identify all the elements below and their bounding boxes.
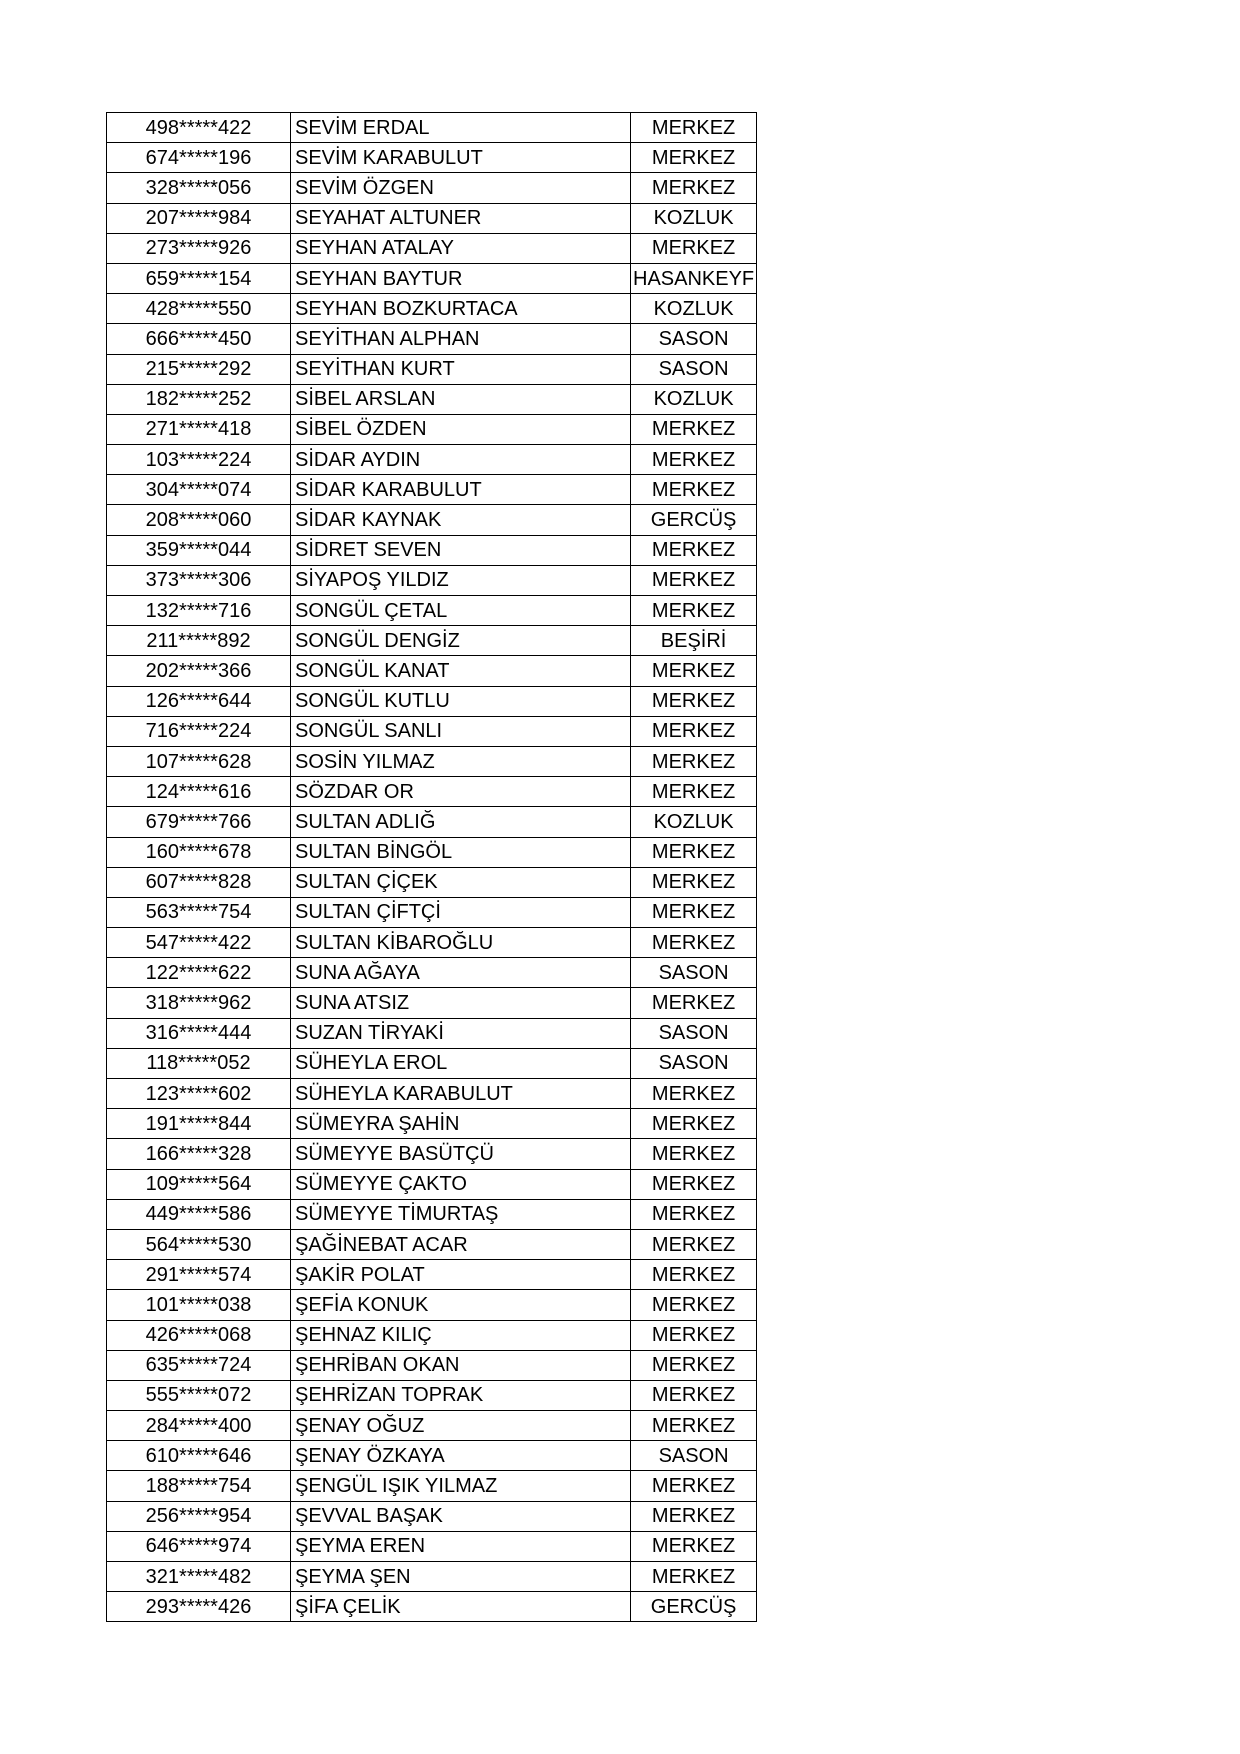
district-cell: MERKEZ [631, 897, 757, 927]
district-cell: HASANKEYF [631, 263, 757, 293]
id-cell: 123*****602 [107, 1079, 291, 1109]
id-cell: 109*****564 [107, 1169, 291, 1199]
district-cell: MERKEZ [631, 1471, 757, 1501]
name-cell: SEYHAN BAYTUR [291, 263, 631, 293]
table-row [107, 1592, 757, 1622]
district-cell: KOZLUK [631, 384, 757, 414]
district-cell: SASON [631, 1441, 757, 1471]
name-cell: SULTAN BİNGÖL [291, 837, 631, 867]
table-row [107, 988, 757, 1018]
name-cell: SUNA ATSIZ [291, 988, 631, 1018]
id-cell: 191*****844 [107, 1109, 291, 1139]
name-cell: SONGÜL DENGİZ [291, 626, 631, 656]
district-cell: MERKEZ [631, 1411, 757, 1441]
table-row [107, 384, 757, 414]
table-row [107, 1018, 757, 1048]
id-cell: 126*****644 [107, 686, 291, 716]
id-cell: 160*****678 [107, 837, 291, 867]
name-cell: SEYİTHAN ALPHAN [291, 324, 631, 354]
name-cell: SİDAR KARABULUT [291, 475, 631, 505]
district-cell: SASON [631, 958, 757, 988]
id-cell: 284*****400 [107, 1411, 291, 1441]
district-cell: GERCÜŞ [631, 505, 757, 535]
name-cell: SÜHEYLA KARABULUT [291, 1079, 631, 1109]
table-row [107, 535, 757, 565]
district-cell: MERKEZ [631, 1320, 757, 1350]
district-cell: KOZLUK [631, 294, 757, 324]
district-cell: SASON [631, 324, 757, 354]
district-cell: MERKEZ [631, 414, 757, 444]
name-cell: ŞEYMA ŞEN [291, 1562, 631, 1592]
name-cell: SULTAN ADLIĞ [291, 807, 631, 837]
table-row [107, 867, 757, 897]
table-row [107, 596, 757, 626]
table-row [107, 897, 757, 927]
id-cell: 607*****828 [107, 867, 291, 897]
id-cell: 188*****754 [107, 1471, 291, 1501]
name-cell: ŞİFA ÇELİK [291, 1592, 631, 1622]
table-row [107, 1079, 757, 1109]
id-cell: 635*****724 [107, 1350, 291, 1380]
table-row [107, 505, 757, 535]
district-cell: KOZLUK [631, 203, 757, 233]
table-row [107, 1048, 757, 1078]
name-cell: ŞEYMA EREN [291, 1531, 631, 1561]
id-cell: 328*****056 [107, 173, 291, 203]
id-cell: 211*****892 [107, 626, 291, 656]
id-cell: 103*****224 [107, 445, 291, 475]
district-cell: MERKEZ [631, 988, 757, 1018]
name-cell: SİYAPOŞ YILDIZ [291, 565, 631, 595]
name-cell: SİDAR AYDIN [291, 445, 631, 475]
district-cell: MERKEZ [631, 746, 757, 776]
name-cell: ŞEHRİZAN TOPRAK [291, 1380, 631, 1410]
name-cell: SUZAN TİRYAKİ [291, 1018, 631, 1048]
id-cell: 426*****068 [107, 1320, 291, 1350]
district-cell: MERKEZ [631, 1290, 757, 1320]
district-cell: MERKEZ [631, 173, 757, 203]
district-cell: MERKEZ [631, 928, 757, 958]
name-cell: SEYAHAT ALTUNER [291, 203, 631, 233]
id-cell: 166*****328 [107, 1139, 291, 1169]
name-cell: SOSİN YILMAZ [291, 746, 631, 776]
name-cell: SEVİM ÖZGEN [291, 173, 631, 203]
district-cell: MERKEZ [631, 1169, 757, 1199]
id-cell: 373*****306 [107, 565, 291, 595]
district-cell: MERKEZ [631, 656, 757, 686]
name-cell: SİBEL ÖZDEN [291, 414, 631, 444]
id-cell: 273*****926 [107, 233, 291, 263]
table-row [107, 1380, 757, 1410]
district-cell: MERKEZ [631, 777, 757, 807]
name-cell: ŞEFİA KONUK [291, 1290, 631, 1320]
id-cell: 674*****196 [107, 143, 291, 173]
name-cell: ŞEVVAL BAŞAK [291, 1501, 631, 1531]
id-cell: 122*****622 [107, 958, 291, 988]
id-cell: 321*****482 [107, 1562, 291, 1592]
district-cell: MERKEZ [631, 445, 757, 475]
table-row [107, 1229, 757, 1259]
name-cell: SONGÜL KUTLU [291, 686, 631, 716]
district-cell: GERCÜŞ [631, 1592, 757, 1622]
name-cell: SULTAN KİBAROĞLU [291, 928, 631, 958]
name-cell: SÖZDAR OR [291, 777, 631, 807]
id-cell: 555*****072 [107, 1380, 291, 1410]
table-row [107, 233, 757, 263]
district-cell: MERKEZ [631, 1139, 757, 1169]
district-cell: MERKEZ [631, 113, 757, 143]
table-row [107, 656, 757, 686]
district-cell: MERKEZ [631, 1350, 757, 1380]
district-cell: MERKEZ [631, 1199, 757, 1229]
id-cell: 182*****252 [107, 384, 291, 414]
table-row [107, 1471, 757, 1501]
district-cell: SASON [631, 1048, 757, 1078]
district-cell: MERKEZ [631, 565, 757, 595]
name-cell: SÜMEYRA ŞAHİN [291, 1109, 631, 1139]
district-cell: MERKEZ [631, 1229, 757, 1259]
table-row [107, 294, 757, 324]
name-cell: SEYHAN BOZKURTACA [291, 294, 631, 324]
name-cell: ŞENGÜL IŞIK YILMAZ [291, 1471, 631, 1501]
name-cell: SEVİM ERDAL [291, 113, 631, 143]
name-cell: ŞENAY ÖZKAYA [291, 1441, 631, 1471]
table-row [107, 414, 757, 444]
id-cell: 449*****586 [107, 1199, 291, 1229]
id-cell: 564*****530 [107, 1229, 291, 1259]
district-cell: MERKEZ [631, 716, 757, 746]
table-row [107, 1260, 757, 1290]
district-cell: MERKEZ [631, 596, 757, 626]
district-cell: MERKEZ [631, 867, 757, 897]
id-cell: 124*****616 [107, 777, 291, 807]
name-cell: SULTAN ÇİFTÇİ [291, 897, 631, 927]
table-row [107, 1411, 757, 1441]
id-cell: 304*****074 [107, 475, 291, 505]
name-cell: SEVİM KARABULUT [291, 143, 631, 173]
id-cell: 107*****628 [107, 746, 291, 776]
id-cell: 118*****052 [107, 1048, 291, 1078]
id-cell: 716*****224 [107, 716, 291, 746]
district-cell: MERKEZ [631, 1531, 757, 1561]
id-cell: 291*****574 [107, 1260, 291, 1290]
name-cell: SÜMEYYE ÇAKTO [291, 1169, 631, 1199]
table-row [107, 626, 757, 656]
name-cell: ŞAĞİNEBAT ACAR [291, 1229, 631, 1259]
district-cell: MERKEZ [631, 1380, 757, 1410]
table-row [107, 777, 757, 807]
district-cell: BEŞİRİ [631, 626, 757, 656]
name-cell: ŞEHNAZ KILIÇ [291, 1320, 631, 1350]
name-cell: ŞAKİR POLAT [291, 1260, 631, 1290]
district-cell: MERKEZ [631, 1109, 757, 1139]
table-row [107, 1109, 757, 1139]
name-cell: SONGÜL ÇETAL [291, 596, 631, 626]
table-row [107, 354, 757, 384]
table-row [107, 807, 757, 837]
table-row [107, 445, 757, 475]
table-row [107, 746, 757, 776]
id-cell: 101*****038 [107, 1290, 291, 1320]
id-cell: 271*****418 [107, 414, 291, 444]
district-cell: MERKEZ [631, 686, 757, 716]
name-cell: SİBEL ARSLAN [291, 384, 631, 414]
id-cell: 646*****974 [107, 1531, 291, 1561]
district-cell: MERKEZ [631, 233, 757, 263]
table-row [107, 1199, 757, 1229]
id-cell: 215*****292 [107, 354, 291, 384]
table-row [107, 958, 757, 988]
id-cell: 563*****754 [107, 897, 291, 927]
table-row [107, 173, 757, 203]
table-row [107, 565, 757, 595]
table-row [107, 686, 757, 716]
id-cell: 207*****984 [107, 203, 291, 233]
table-row [107, 716, 757, 746]
table-row [107, 1139, 757, 1169]
name-cell: SÜMEYYE TİMURTAŞ [291, 1199, 631, 1229]
table-row [107, 1350, 757, 1380]
table-row [107, 1290, 757, 1320]
table-row [107, 263, 757, 293]
name-cell: SULTAN ÇİÇEK [291, 867, 631, 897]
id-cell: 359*****044 [107, 535, 291, 565]
id-cell: 293*****426 [107, 1592, 291, 1622]
district-cell: SASON [631, 354, 757, 384]
id-cell: 610*****646 [107, 1441, 291, 1471]
name-cell: SİDAR KAYNAK [291, 505, 631, 535]
id-cell: 318*****962 [107, 988, 291, 1018]
district-cell: MERKEZ [631, 475, 757, 505]
name-cell: SÜHEYLA EROL [291, 1048, 631, 1078]
id-cell: 679*****766 [107, 807, 291, 837]
district-cell: MERKEZ [631, 143, 757, 173]
name-cell: SUNA AĞAYA [291, 958, 631, 988]
table-body [107, 113, 757, 1622]
participant-table [106, 112, 757, 1622]
table-row [107, 1169, 757, 1199]
table-row [107, 203, 757, 233]
table-row [107, 1562, 757, 1592]
district-cell: MERKEZ [631, 837, 757, 867]
id-cell: 316*****444 [107, 1018, 291, 1048]
table-row [107, 1320, 757, 1350]
district-cell: MERKEZ [631, 1562, 757, 1592]
name-cell: SİDRET SEVEN [291, 535, 631, 565]
id-cell: 659*****154 [107, 263, 291, 293]
name-cell: ŞENAY OĞUZ [291, 1411, 631, 1441]
id-cell: 208*****060 [107, 505, 291, 535]
id-cell: 498*****422 [107, 113, 291, 143]
table-row [107, 1501, 757, 1531]
name-cell: SEYİTHAN KURT [291, 354, 631, 384]
id-cell: 202*****366 [107, 656, 291, 686]
id-cell: 132*****716 [107, 596, 291, 626]
table-row [107, 324, 757, 354]
table-row [107, 928, 757, 958]
name-cell: ŞEHRİBAN OKAN [291, 1350, 631, 1380]
name-cell: SONGÜL SANLI [291, 716, 631, 746]
district-cell: MERKEZ [631, 1501, 757, 1531]
district-cell: MERKEZ [631, 535, 757, 565]
table-row [107, 837, 757, 867]
district-cell: MERKEZ [631, 1260, 757, 1290]
district-cell: MERKEZ [631, 1079, 757, 1109]
table-row [107, 143, 757, 173]
id-cell: 428*****550 [107, 294, 291, 324]
name-cell: SEYHAN ATALAY [291, 233, 631, 263]
id-cell: 256*****954 [107, 1501, 291, 1531]
table-row [107, 113, 757, 143]
district-cell: KOZLUK [631, 807, 757, 837]
name-cell: SONGÜL KANAT [291, 656, 631, 686]
table-row [107, 475, 757, 505]
table-row [107, 1441, 757, 1471]
name-cell: SÜMEYYE BASÜTÇÜ [291, 1139, 631, 1169]
table-row [107, 1531, 757, 1561]
id-cell: 666*****450 [107, 324, 291, 354]
district-cell: SASON [631, 1018, 757, 1048]
id-cell: 547*****422 [107, 928, 291, 958]
